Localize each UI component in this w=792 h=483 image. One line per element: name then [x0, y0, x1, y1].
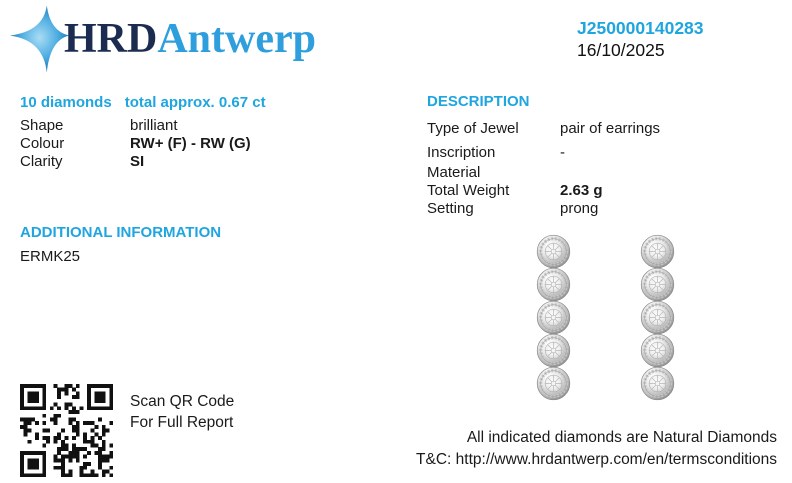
natural-diamonds-note: All indicated diamonds are Natural Diamonds: [466, 429, 777, 446]
description-row-material: [427, 164, 660, 182]
description-label-material: Material: [427, 164, 481, 181]
description-row-inscription: [427, 141, 660, 164]
description-row-setting: [427, 200, 660, 218]
summary-row-shape: [20, 117, 266, 135]
description-value-setting: prong: [560, 200, 599, 217]
summary-total: total approx. 0.67 ct: [124, 94, 266, 111]
description-row-type: [427, 117, 660, 141]
logo-text-antwerp: Antwerp: [157, 16, 316, 62]
report-number: J250000140283: [577, 18, 704, 38]
additional-heading: ADDITIONAL INFORMATION: [20, 224, 222, 241]
additional-information-section: [20, 224, 221, 266]
summary-title: [20, 94, 266, 112]
report-meta: [577, 17, 704, 61]
description-label-inscription: Inscription: [427, 144, 496, 161]
description-section: [427, 93, 660, 218]
footer: [416, 427, 777, 471]
summary-label-clarity: Clarity: [20, 153, 63, 170]
hrd-logo: [6, 2, 316, 76]
description-value-weight: 2.63 g: [560, 182, 603, 199]
summary-value-colour: RW+ (F) - RW (G): [130, 135, 251, 152]
description-value-inscription: -: [560, 144, 565, 161]
summary-row-colour: [20, 135, 266, 153]
summary-label-shape: Shape: [20, 117, 64, 134]
description-row-weight: [427, 182, 660, 200]
star-icon: [6, 2, 72, 76]
summary-row-clarity: [20, 153, 266, 171]
qr-caption-line1: Scan QR Code: [130, 393, 235, 410]
additional-value: ERMK25: [20, 248, 81, 265]
qr-caption: [130, 391, 234, 433]
earrings-photo: [536, 234, 676, 402]
logo-wordmark: [64, 18, 316, 60]
description-value-type: pair of earrings: [560, 120, 661, 137]
description-label-weight: Total Weight: [427, 182, 510, 199]
qr-code: [20, 384, 113, 477]
summary-value-clarity: SI: [130, 153, 145, 170]
description-heading: DESCRIPTION: [427, 93, 530, 110]
diamond-summary: [20, 94, 266, 171]
summary-value-shape: brilliant: [130, 117, 178, 134]
description-label-setting: Setting: [427, 200, 474, 217]
logo-text-hrd: HRD: [64, 16, 158, 62]
terms-conditions-link[interactable]: T&C: http://www.hrdantwerp.com/en/termsconditions: [416, 451, 777, 468]
report-date: 16/10/2025: [577, 40, 665, 60]
summary-label-colour: Colour: [20, 135, 65, 152]
qr-caption-line2: For Full Report: [130, 414, 234, 431]
summary-count: 10 diamonds: [20, 94, 112, 111]
description-label-type: Type of Jewel: [427, 120, 519, 137]
